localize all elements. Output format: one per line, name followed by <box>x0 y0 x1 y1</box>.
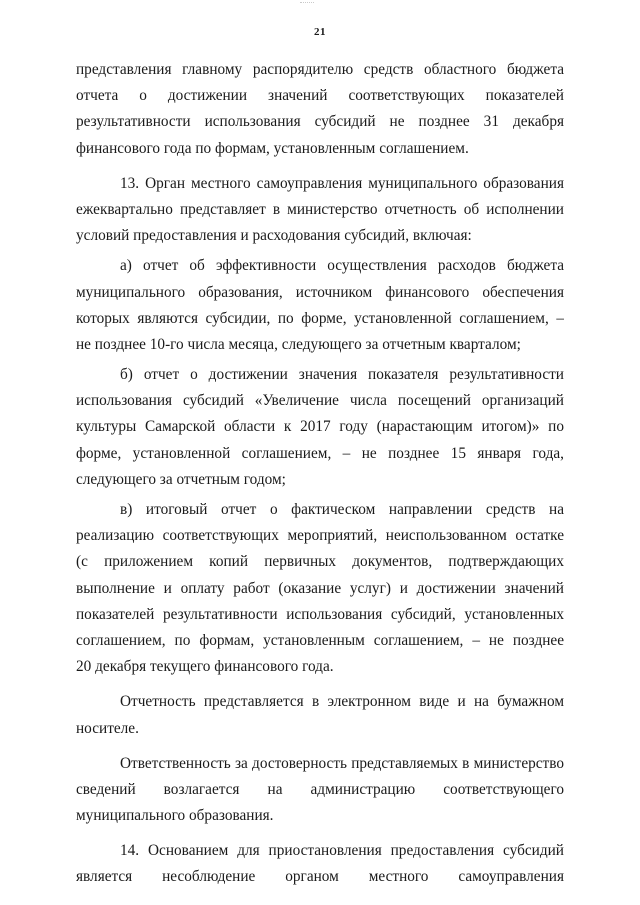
text-line: выполнение и оплату работ (оказание услуг) и достижении значений <box>76 579 564 597</box>
text-line: муниципального образования, источником финансового обеспечения <box>76 283 564 301</box>
text-line: отчета о достижении значений соответствующих показателей <box>76 87 564 105</box>
text-line: а) отчет об эффективности осуществления расходов бюджета <box>120 257 564 275</box>
scan-mark <box>300 2 314 8</box>
text-line: (с приложением копий первичных документов, подтверждающих <box>76 553 564 571</box>
text-line: культуры Самарской области к 2017 году (нарастающим итогом)» по <box>76 418 564 436</box>
paragraph <box>76 253 564 358</box>
page-number: 21 <box>314 26 326 38</box>
text-line: использования субсидий «Увеличение числа посещений организаций <box>76 392 564 410</box>
text-line: представления главному распорядителю средств областного бюджета <box>76 61 564 78</box>
text-line: 14. Основанием для приостановления предоставления субсидий <box>120 842 564 860</box>
paragraph <box>76 362 564 493</box>
text-line: реализацию соответствующих мероприятий, неиспользованном остатке <box>76 527 564 545</box>
text-line: сведений возлагается на администрацию соответствующего <box>76 780 564 798</box>
text-line: в) итоговый отчет о фактическом направлении средств на <box>120 501 564 518</box>
paragraph <box>76 497 564 680</box>
text-line: показателей результативности использования субсидий, установленных <box>76 605 564 623</box>
paragraph <box>76 57 564 162</box>
text-line: носителе. <box>76 719 139 737</box>
paragraph <box>76 751 564 830</box>
text-line: муниципального образования. <box>76 807 274 825</box>
document-body <box>76 57 564 891</box>
text-line: Отчетность представляется в электронном виде и на бумажном <box>120 693 564 711</box>
text-line: финансового года по формам, установленным соглашением. <box>76 139 469 157</box>
text-line: соглашением, по формам, установленным соглашением, – не позднее <box>76 631 564 649</box>
paragraph <box>76 838 564 890</box>
text-line: условий предоставления и расходования субсидий, включая: <box>76 227 472 245</box>
text-line: 20 декабря текущего финансового года. <box>76 658 334 676</box>
paragraph <box>76 689 564 741</box>
text-line: ежеквартально представляет в министерство отчетность об исполнении <box>76 200 564 218</box>
text-line: б) отчет о достижении значения показателя результативности <box>120 366 564 384</box>
paragraph <box>76 171 564 250</box>
text-line: Ответственность за достоверность представляемых в министерство <box>120 754 564 772</box>
text-line: является несоблюдение органом местного самоуправления <box>76 868 564 886</box>
text-line: результативности использования субсидий не позднее 31 декабря <box>76 113 564 131</box>
text-line: форме, установленной соглашением, – не позднее 15 января года, <box>76 444 564 462</box>
text-line: не позднее 10-го числа месяца, следующего за отчетным кварталом; <box>76 335 521 353</box>
text-line: которых являются субсидии, по форме, установленной соглашением, – <box>76 309 564 327</box>
text-line: 13. Орган местного самоуправления муниципального образования <box>120 174 564 192</box>
text-line: следующего за отчетным годом; <box>76 470 286 488</box>
